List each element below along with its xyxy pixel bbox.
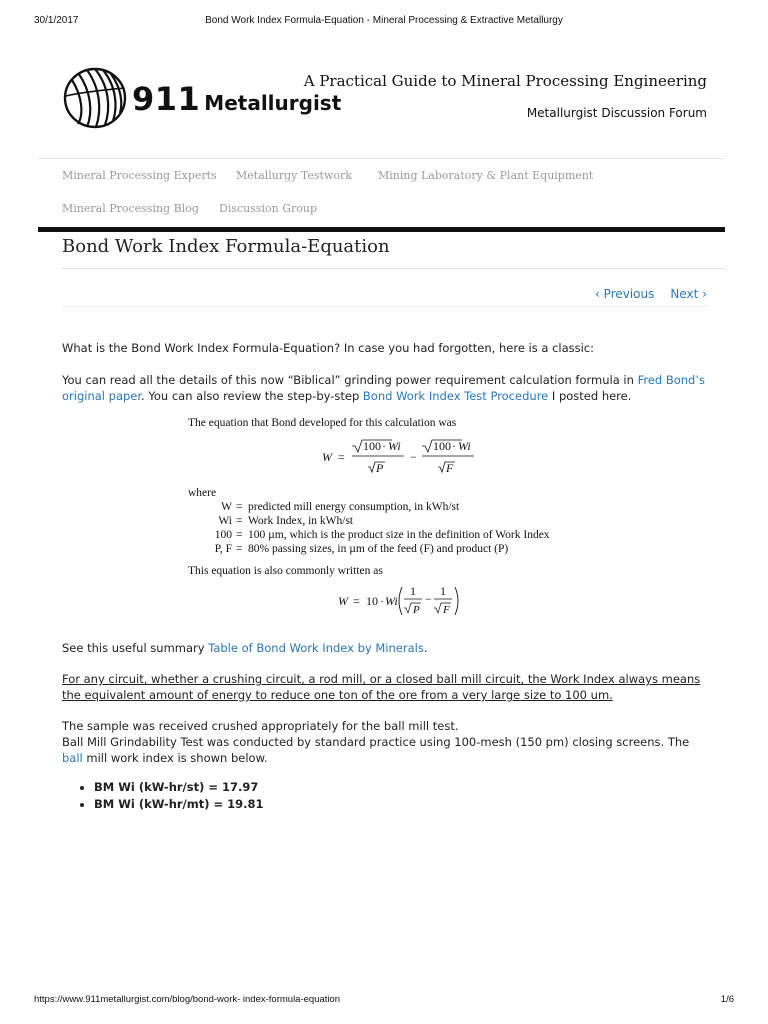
svg-text:100: 100 (433, 439, 451, 453)
chevron-left-icon: ‹ (595, 287, 600, 301)
previous-label: Previous (603, 287, 655, 301)
svg-text:Wi: Wi (385, 594, 398, 608)
svg-text:F: F (443, 604, 450, 616)
intro-paragraph: What is the Bond Work Index Formula-Equation? In case you had forgotten, here is a classic: (62, 341, 595, 355)
def-symbol: Wi (218, 515, 232, 527)
ball-mill-paragraph (62, 734, 707, 766)
work-index-results (62, 779, 739, 813)
read-text-2: . You can also review the step-by-step (141, 389, 363, 403)
nav-item-metallurgy-testwork[interactable]: Metallurgy Testwork (236, 169, 352, 182)
def-text: 100 µm, which is the product size in the definition of Work Index (248, 529, 550, 541)
nav-item-mineral-processing-blog[interactable]: Mineral Processing Blog (62, 202, 199, 215)
nav-bottom-bar (38, 227, 725, 232)
where-label: where (188, 487, 217, 499)
sample-paragraph: The sample was received crushed appropriately for the ball mill test. (62, 719, 459, 733)
nav-item-mining-laboratory[interactable]: Mining Laboratory & Plant Equipment (378, 169, 594, 182)
svg-text:·: · (382, 439, 386, 453)
svg-text:=: = (338, 450, 345, 464)
chevron-right-icon: › (702, 287, 707, 301)
pager-divider (62, 306, 707, 307)
svg-text:100: 100 (363, 439, 381, 453)
def-symbol: 100 (214, 529, 232, 541)
svg-text:1: 1 (410, 584, 416, 598)
svg-text:·: · (380, 594, 384, 608)
equation-alternate-intro: This equation is also commonly written as (188, 565, 383, 577)
svg-text:W: W (322, 450, 332, 464)
print-date: 30/1/2017 (34, 15, 79, 26)
next-label: Next (670, 287, 699, 301)
bond-formula-alternate (338, 583, 468, 619)
summary-text-1: See this useful summary (62, 641, 209, 655)
def-text: 80% passing sizes, in µm of the feed (F) and product (P) (248, 543, 509, 555)
fred-bond-paper-link[interactable]: Fred Bond’s original paper (62, 373, 706, 403)
ball-mill-link[interactable]: ball (62, 751, 83, 765)
svg-text:W: W (338, 594, 348, 608)
summary-text-2: . (423, 641, 428, 655)
svg-text:−: − (425, 592, 432, 606)
read-text-1: You can read all the details of this now “Biblical” grinding power requirement calculation formula in (62, 373, 638, 387)
circuit-paragraph: For any circuit, whether a crushing circuit, a rod mill, or a closed ball mill circuit, the Work Index always means the equivalent amount of energy to reduce one ton of the ore from a very large size to 100 um. (62, 672, 701, 702)
svg-text:·: · (452, 439, 456, 453)
svg-text:10: 10 (366, 594, 378, 608)
list-item: • BM Wi (kW-hr/st) = 17.97 (94, 779, 739, 796)
svg-text:Wi: Wi (388, 439, 401, 453)
work-index-table-link[interactable]: Table of Bond Work Index by Minerals (208, 641, 424, 655)
svg-text:P: P (413, 604, 420, 616)
svg-text:1: 1 (440, 584, 446, 598)
equation-intro: The equation that Bond developed for this calculation was (188, 417, 457, 429)
list-item: • BM Wi (kW-hr/mt) = 19.81 (94, 796, 739, 813)
svg-text:−: − (410, 450, 417, 464)
previous-link[interactable] (579, 287, 654, 301)
ball-text-1: Ball Mill Grindability Test was conducted by standard practice using 100-mesh (150 pm) closing screens. The (62, 735, 690, 749)
print-title: Bond Work Index Formula-Equation - Mineral Processing & Extractive Metallurgy (205, 15, 563, 26)
site-tagline: A Practical Guide to Mineral Processing Engineering (303, 72, 707, 90)
svg-text:=: = (353, 594, 360, 608)
read-paragraph (62, 372, 707, 404)
read-text-3: I posted here. (548, 389, 632, 403)
bond-equation-figure: The equation that Bond developed for this calculation was W = 100 · Wi P − 100 · Wi F where W = predicted mill energy consumption, in kWh/st Wi = Work Index, in kWh/st 100 = 100 µm, which is the product size in the definition of Work Index P, F = 80% passing sizes, in µm of the feed (F) and product (P) This equation is also commonly written as W = 10 · Wi 1 P − 1 F (188, 415, 608, 620)
nav-divider (38, 158, 725, 159)
bond-formula (322, 437, 492, 477)
def-text: predicted mill energy consumption, in kWh/st (248, 501, 460, 513)
test-procedure-link[interactable]: Bond Work Index Test Procedure (362, 389, 549, 403)
logo-name: Metallurgist (204, 91, 342, 115)
print-page-number: 1/6 (720, 994, 734, 1005)
svg-text:P: P (376, 461, 384, 475)
def-symbol: W (221, 501, 232, 513)
def-text: Work Index, in kWh/st (248, 515, 354, 527)
site-logo[interactable] (62, 66, 342, 130)
globe-logo-icon (62, 66, 128, 130)
post-pager (563, 287, 707, 301)
svg-text:Wi: Wi (458, 439, 471, 453)
summary-paragraph (62, 640, 707, 656)
logo-number: 911 (132, 80, 201, 118)
nav-item-mineral-processing-experts[interactable]: Mineral Processing Experts (62, 169, 217, 182)
forum-link[interactable]: Metallurgist Discussion Forum (526, 106, 707, 120)
ball-text-2: mill work index is shown below. (82, 751, 268, 765)
nav-item-discussion-group[interactable]: Discussion Group (219, 202, 318, 215)
page-title: Bond Work Index Formula-Equation (62, 236, 390, 257)
print-header (0, 15, 768, 31)
print-url: https://www.911metallurgist.com/blog/bond-work- index-formula-equation (34, 994, 341, 1005)
svg-text:F: F (446, 461, 454, 475)
title-divider (62, 268, 725, 269)
next-link[interactable] (670, 287, 707, 301)
def-symbol: P, F (214, 543, 232, 555)
